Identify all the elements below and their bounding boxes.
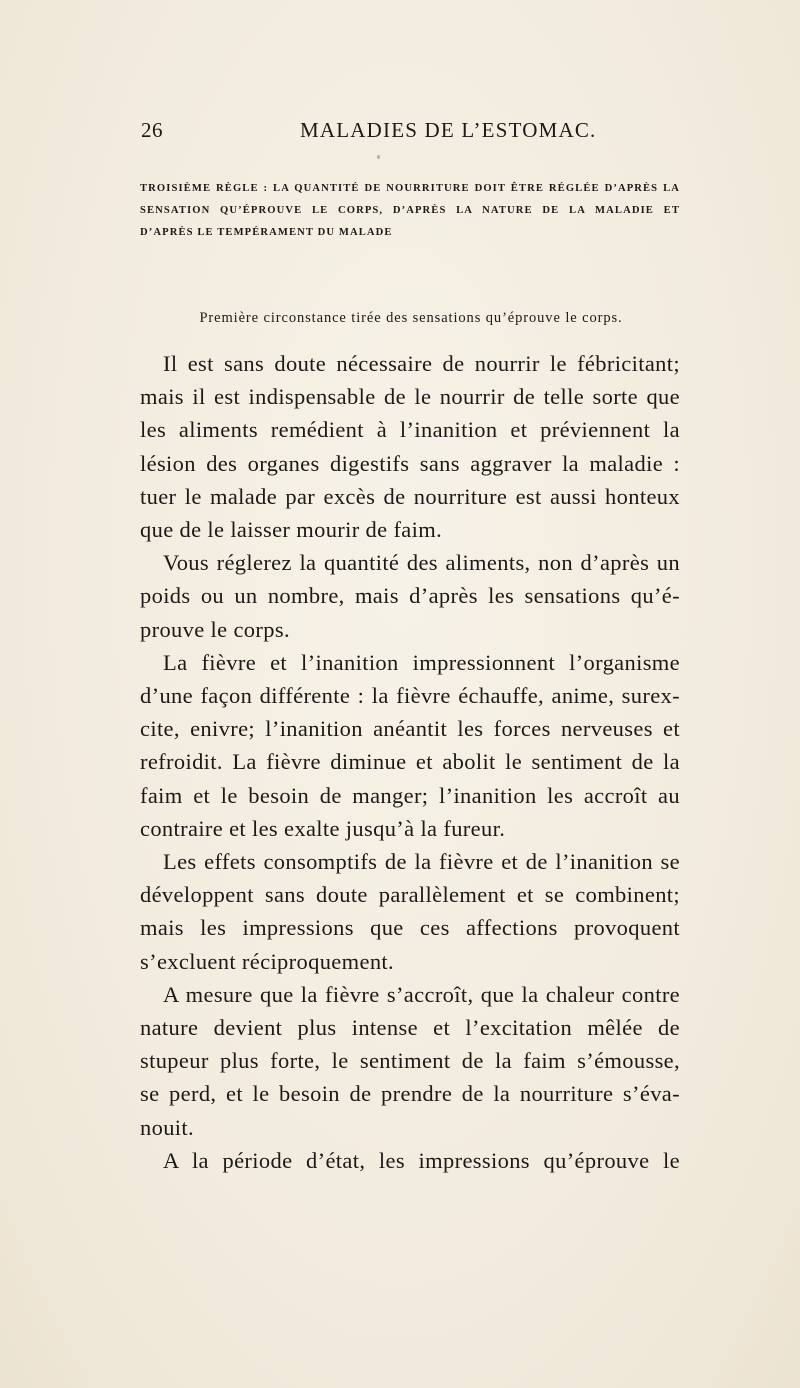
paragraph-line: nouit. (140, 1114, 194, 1140)
ink-speck (377, 155, 380, 159)
paragraph-line: La fièvre et l’inanition impressionnent l’organisme (163, 649, 680, 675)
section-subtitle: Première circonstance tirée des sensations qu’éprouve le corps. (199, 310, 623, 326)
paragraph-line: lésion des organes digestifs sans aggraver la maladie : (140, 450, 680, 476)
paragraph-line: tuer le malade par excès de nourriture est aussi honteux (140, 483, 680, 509)
paragraph-line: stupeur plus forte, le sentiment de la faim s’émousse, (140, 1048, 680, 1074)
section-heading (140, 178, 680, 244)
paragraph-line: nature devient plus intense et l’excitation mêlée de (140, 1015, 680, 1041)
paragraph-line: refroidit. La fièvre diminue et abolit le sentiment de la (140, 749, 680, 775)
paragraph-line: poids ou un nombre, mais d’après les sensations qu’é- (140, 583, 680, 609)
paragraph-line: faim et le besoin de manger; l’inanition les accroît au (140, 782, 680, 808)
paragraph-line: A la période d’état, les impressions qu’éprouve le (163, 1147, 680, 1173)
heading-line: SENSATION QU’ÉPROUVE LE CORPS, D’APRÈS LA NATURE DE LA MALADIE ET (140, 205, 680, 216)
paragraph-line: se perd, et le besoin de prendre de la nourriture s’éva- (140, 1081, 680, 1107)
paragraph-line: A mesure que la fièvre s’accroît, que la chaleur contre (163, 981, 680, 1007)
paragraph-line: d’une façon différente : la fièvre échauffe, anime, surex- (140, 683, 680, 709)
paragraph-line: développent sans doute parallèlement et se combinent; (140, 882, 680, 908)
running-title: MALADIES DE L’ESTOMAC. (300, 118, 597, 142)
page-number: 26 (141, 118, 163, 142)
paragraph-line: que de le laisser mourir de faim. (140, 517, 443, 543)
heading-line: TROISIÈME RÈGLE : LA QUANTITÉ DE NOURRITURE DOIT ÊTRE RÉGLÉE D’APRÈS LA (140, 183, 680, 194)
paragraph-line: contraire et les exalte jusqu’à la fureur. (140, 815, 506, 841)
running-head (0, 118, 800, 148)
paragraph-line: les aliments remédient à l’inanition et préviennent la (140, 417, 680, 443)
paragraph-line: cite, enivre; l’inanition anéantit les forces nerveuses et (140, 716, 680, 742)
paragraph-line: mais il est indispensable de le nourrir de telle sorte que (140, 384, 680, 410)
paragraph-line: Vous réglerez la quantité des aliments, non d’après un (163, 550, 680, 576)
body-text (140, 347, 680, 1177)
paragraph-line: Il est sans doute nécessaire de nourrir le fébricitant; (163, 351, 680, 376)
paragraph-line: mais les impressions que ces affections provoquent (140, 915, 680, 941)
paragraph-line: prouve le corps. (140, 616, 290, 642)
paragraph-line: s’excluent réciproquement. (140, 948, 394, 974)
heading-line: D’APRÈS LE TEMPÉRAMENT DU MALADE (140, 227, 393, 238)
paragraph-line: Les effets consomptifs de la fièvre et de l’inanition se (163, 849, 680, 875)
